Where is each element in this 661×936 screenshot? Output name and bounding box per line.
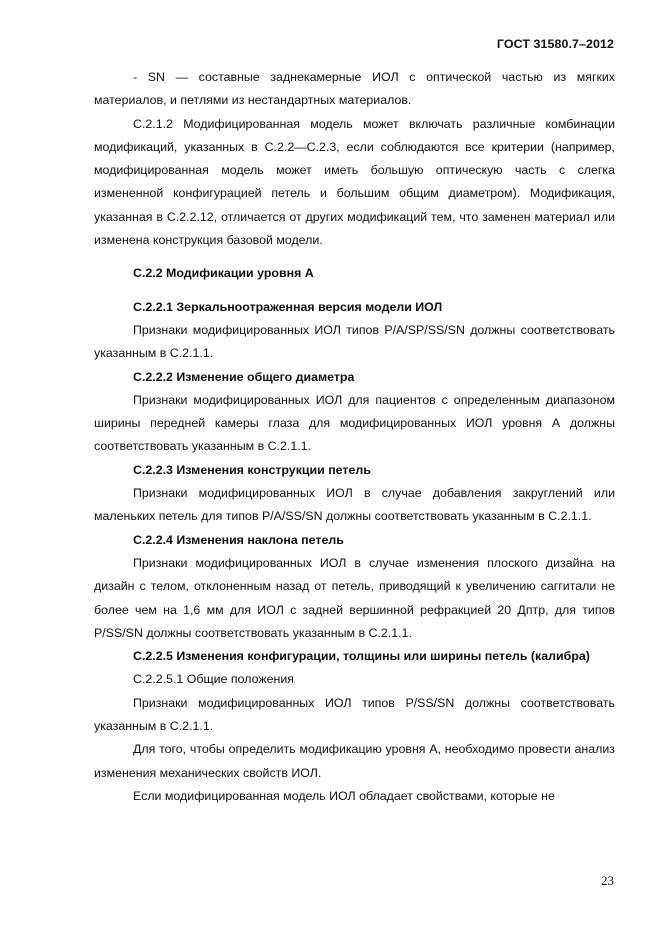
paragraph-c2-2-4: Признаки модифицированных ИОЛ в случае изменения плоского дизайна на дизайн с телом, отклоненным назад от петель, приводящий к увеличению саггитали не более чем на 1,6 мм для ИОЛ с задней вершинной рефракцией 20 Дптр, для типов P/SS/SN должны соответствовать указанным в С.2.1.1. (94, 555, 615, 640)
paragraph-c2-2-5-1-c: Если модифицированная модель ИОЛ обладает свойствами, которые не (133, 788, 555, 803)
document-standard-id: ГОСТ 31580.7–2012 (496, 37, 614, 51)
heading-c2-2-1: С.2.2.1 Зеркальноотраженная версия модели ИОЛ (133, 299, 443, 314)
page-number: 23 (601, 873, 614, 888)
heading-c2-2-4: С.2.2.4 Изменения наклона петель (133, 532, 344, 547)
paragraph-c2-2-3: Признаки модифицированных ИОЛ в случае добавления закруглений или маленьких петель для типов P/A/SS/SN должны соответствовать указанным в С.2.1.1. (94, 486, 615, 524)
paragraph-c2-2-5-1-b: Для того, чтобы определить модификацию уровня А, необходимо провести анализ изменения механических свойств ИОЛ. (94, 742, 615, 780)
paragraph-c2-2-1: Признаки модифицированных ИОЛ типов P/A/SP/SS/SN должны соответствовать указанным в С.2.1.1. (94, 322, 615, 361)
heading-c2-2-3: С.2.2.3 Изменения конструкции петель (133, 462, 371, 477)
paragraph-c2-2-2: Признаки модифицированных ИОЛ для пациентов с определенным диапазоном ширины передней камеры глаза для модифицированных ИОЛ уровня А должны соответствовать указанным в С.2.1.1. (94, 392, 615, 454)
heading-c2-2-2: С.2.2.2 Изменение общего диаметра (133, 369, 355, 384)
document-body (94, 66, 615, 808)
paragraph-c2-1-2: С.2.1.2 Модифицированная модель может включать различные комбинации модификаций, указанных в С.2.2—С.2.3, если соблюдаются все критерии (например, модифицированная модель может иметь большую оптическую часть с слегка измененной конфигурацией петель и большим общим диаметром). Модификация, указанная в С.2.2.12, отличается от других модификаций тем, что заменен материал или изменена конструкция базовой модели. (94, 116, 615, 248)
heading-c2-2: С.2.2 Модификации уровня А (133, 266, 314, 281)
heading-c2-2-5: С.2.2.5 Изменения конфигурации, толщины или ширины петель (калибра) (133, 649, 590, 664)
paragraph-sn-definition: - SN — составные заднекамерные ИОЛ с оптической частью из мягких материалов, и петлями из нестандартных материалов. (94, 70, 615, 108)
subheading-c2-2-5-1: С.2.2.5.1 Общие положения (133, 672, 295, 687)
paragraph-c2-2-5-1-a: Признаки модифицированных ИОЛ типов P/SS/SN должны соответствовать указанным в С.2.1.1. (94, 695, 615, 734)
